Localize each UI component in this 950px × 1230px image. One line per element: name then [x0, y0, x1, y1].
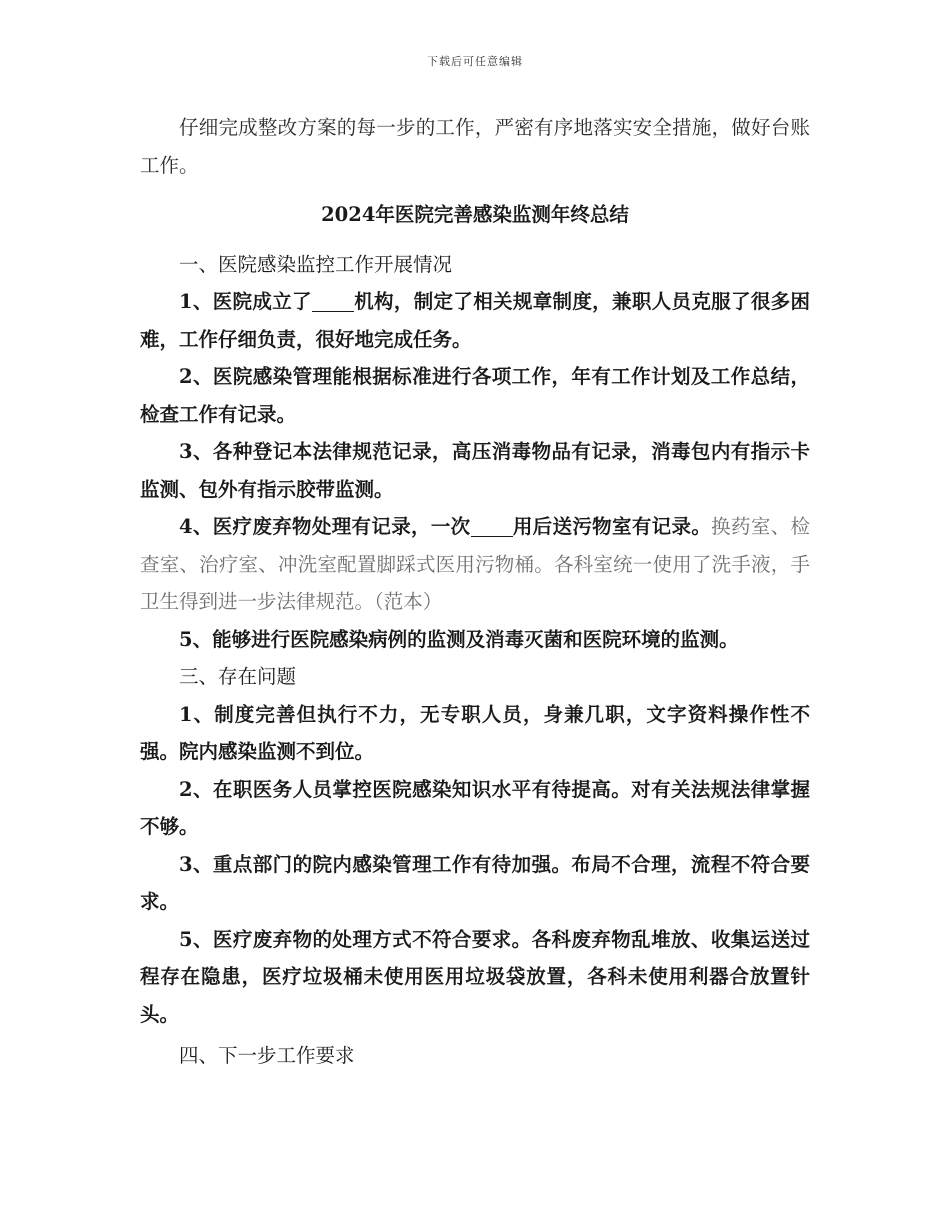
section-heading-1: 一、医院感染监控工作开展情况 [179, 252, 453, 276]
fill-in-blank [471, 516, 513, 537]
section-heading-4: 四、下一步工作要求 [179, 1044, 355, 1067]
item-1-prefix: 1、医院成立了 [179, 290, 312, 313]
item-4-light-text: 换药室、检查室、治疗室、冲洗室配置脚踩式医用污物桶。各科室统一使用了洗手液，手卫生得到进一步法律规范。（范本） [140, 515, 810, 613]
item-3: 3、各种登记本法律规范记录，高压消毒物品有记录，消毒包内有指示卡监测、包外有指示胶带监测。 [140, 440, 810, 501]
item-5: 5、能够进行医院感染病例的监测及消毒灭菌和医院环境的监测。 [179, 627, 739, 651]
problem-2: 2、在职医务人员掌控医院感染知识水平有待提高。对有关法规法律掌握不够。 [140, 777, 810, 838]
item-4 [140, 508, 810, 621]
item-4-middle: 用后送污物室有记录。 [512, 515, 712, 538]
section-heading-3: 三、存在问题 [179, 665, 297, 688]
document-body [140, 109, 810, 1075]
item-1 [140, 283, 810, 358]
problem-1: 1、制度完善但执行不力，无专职人员，身兼几职，文字资料操作性不强。院内感染监测不到位。 [140, 702, 810, 763]
intro-paragraph: 仔细完成整改方案的每一步的工作，严密有序地落实安全措施，做好台账工作。 [140, 116, 810, 177]
problem-3: 3、重点部门的院内感染管理工作有待加强。布局不合理，流程不符合要求。 [140, 852, 810, 913]
document-title: 2024年医院完善感染监测年终总结 [321, 203, 629, 226]
item-4-prefix: 4、医疗废弃物处理有记录，一次 [179, 515, 471, 538]
fill-in-blank [312, 291, 354, 312]
page-header-note: 下载后可任意编辑 [427, 55, 523, 68]
problem-5: 5、医疗废弃物的处理方式不符合要求。各科废弃物乱堆放、收集运送过程存在隐患，医疗垃圾桶未使用医用垃圾袋放置，各科未使用利器合放置针头。 [140, 927, 810, 1026]
item-1-suffix: 机构，制定了相关规章制度，兼职人员克服了很多困难，工作仔细负责，很好地完成任务。 [140, 290, 810, 351]
item-2: 2、医院感染管理能根据标准进行各项工作，年有工作计划及工作总结，检查工作有记录。 [140, 365, 810, 426]
